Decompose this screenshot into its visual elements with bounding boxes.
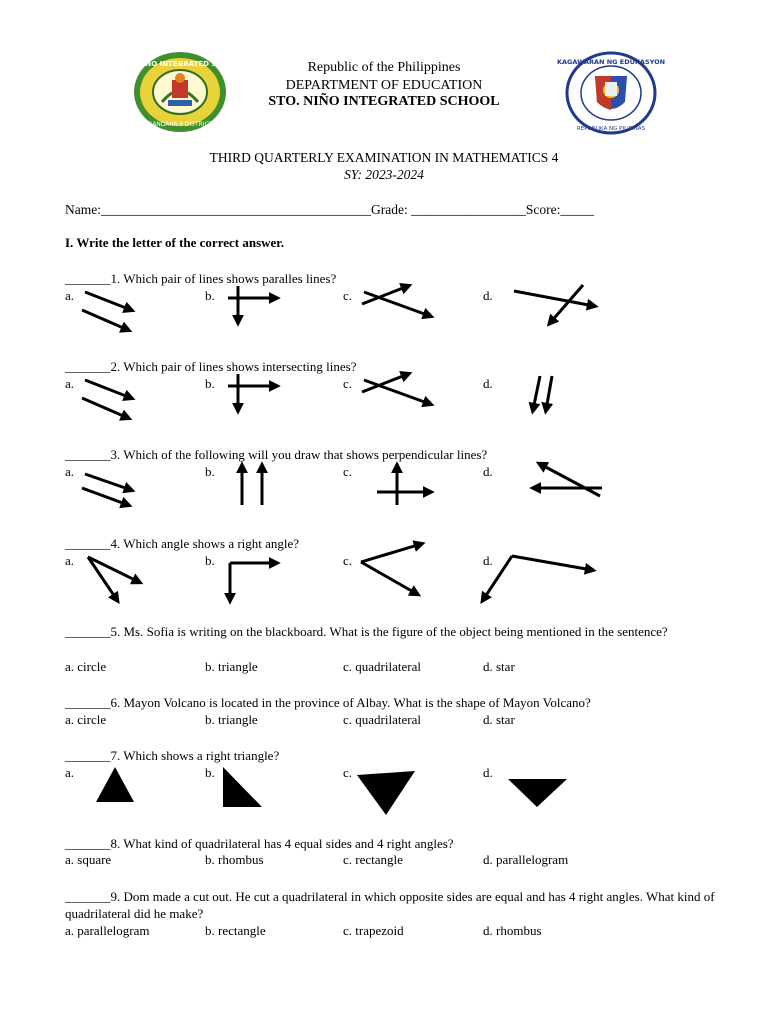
left-logo-bottom: GANDARA II DISTRICT [147,121,213,128]
q3-letter-b: b. [205,464,215,479]
q7-letter-a: a. [65,765,75,780]
department-text: DEPARTMENT OF EDUCATION [285,78,483,93]
q3-letter-d: d. [483,464,493,479]
q1-letter-d: d. [483,288,493,303]
q6-option-a: a. circle [65,712,107,727]
q4-letter-a: a. [65,553,75,568]
q7-letter-d: d. [483,765,493,780]
q5-option-b: b. triangle [205,659,258,674]
republic-text: Republic of the Philippines [307,60,461,75]
q1-letter-a: a. [65,288,75,303]
q6-option-c: c. quadrilateral [343,712,421,727]
left-logo-text: STO. NIÑO INTEGRATED SCHOOL [116,60,244,68]
q1-letter-c: c. [343,288,353,303]
q7d-triangle [508,779,567,807]
q9-option-d: d. rhombus [483,923,542,938]
question-6: _______6. Mayon Volcano is located in the province of Albay. What is the shape of Mayon Volcano? [65,695,591,710]
instruction: I. Write the letter of the correct answer. [65,235,285,250]
q9-option-a: a. parallelogram [65,923,150,938]
q5-option-c: c. quadrilateral [343,659,421,674]
exam-title: THIRD QUARTERLY EXAMINATION IN MATHEMATICS 4 [209,150,559,165]
question-9: _______9. Dom made a cut out. He cut a quadrilateral in which opposite sides are equal and has 4 right angles. What kind of quadrilateral did he make? [65,889,715,921]
q6-option-b: b. triangle [205,712,258,727]
question-8: _______8. What kind of quadrilateral has 4 equal sides and 4 right angles? [65,836,454,851]
q7b-triangle [223,767,262,807]
question-1: _______1. Which pair of lines shows paralles lines? [65,271,337,286]
q4-letter-b: b. [205,553,215,568]
q2-letter-b: b. [205,376,215,391]
q8-option-c: c. rectangle [343,852,403,867]
q7c-triangle [357,771,415,815]
q2-letter-c: c. [343,376,353,391]
q4-letter-c: c. [343,553,353,568]
q4-letter-d: d. [483,553,493,568]
q2-letter-d: d. [483,376,493,391]
school-year: SY: 2023-2024 [344,167,424,182]
q3-letter-c: c. [343,464,353,479]
right-logo-bottom: REPUBLIKA NG PILIPINAS [576,126,646,132]
q8-option-a: a. square [65,852,112,867]
q8-option-b: b. rhombus [205,852,264,867]
q7-letter-b: b. [205,765,215,780]
q8-option-d: d. parallelogram [483,852,569,867]
q7a-triangle [96,767,134,802]
q5-option-a: a. circle [65,659,107,674]
question-2: _______2. Which pair of lines shows intersecting lines? [65,359,357,374]
question-7: _______7. Which shows a right triangle? [65,748,280,763]
q7-letter-c: c. [343,765,353,780]
q5-option-d: d. star [483,659,515,674]
question-5: _______5. Ms. Sofia is writing on the blackboard. What is the figure of the object being mentioned in the sentence? [65,624,668,639]
right-logo-top: KAGAWARAN NG EDUKASYON [556,58,666,66]
q9-option-c: c. trapezoid [343,923,404,938]
q6-option-d: d. star [483,712,515,727]
q9-option-b: b. rectangle [205,923,266,938]
question-4: _______4. Which angle shows a right angle? [65,536,300,551]
school-name: STO. NIÑO INTEGRATED SCHOOL [268,94,500,109]
q3-letter-a: a. [65,464,75,479]
question-3: _______3. Which of the following will you draw that shows perpendicular lines? [65,447,488,462]
q2-letter-a: a. [65,376,75,391]
q1-letter-b: b. [205,288,215,303]
name-grade-score-line[interactable]: Name:________________________________________Grade: _________________Score:_____ [65,202,595,217]
